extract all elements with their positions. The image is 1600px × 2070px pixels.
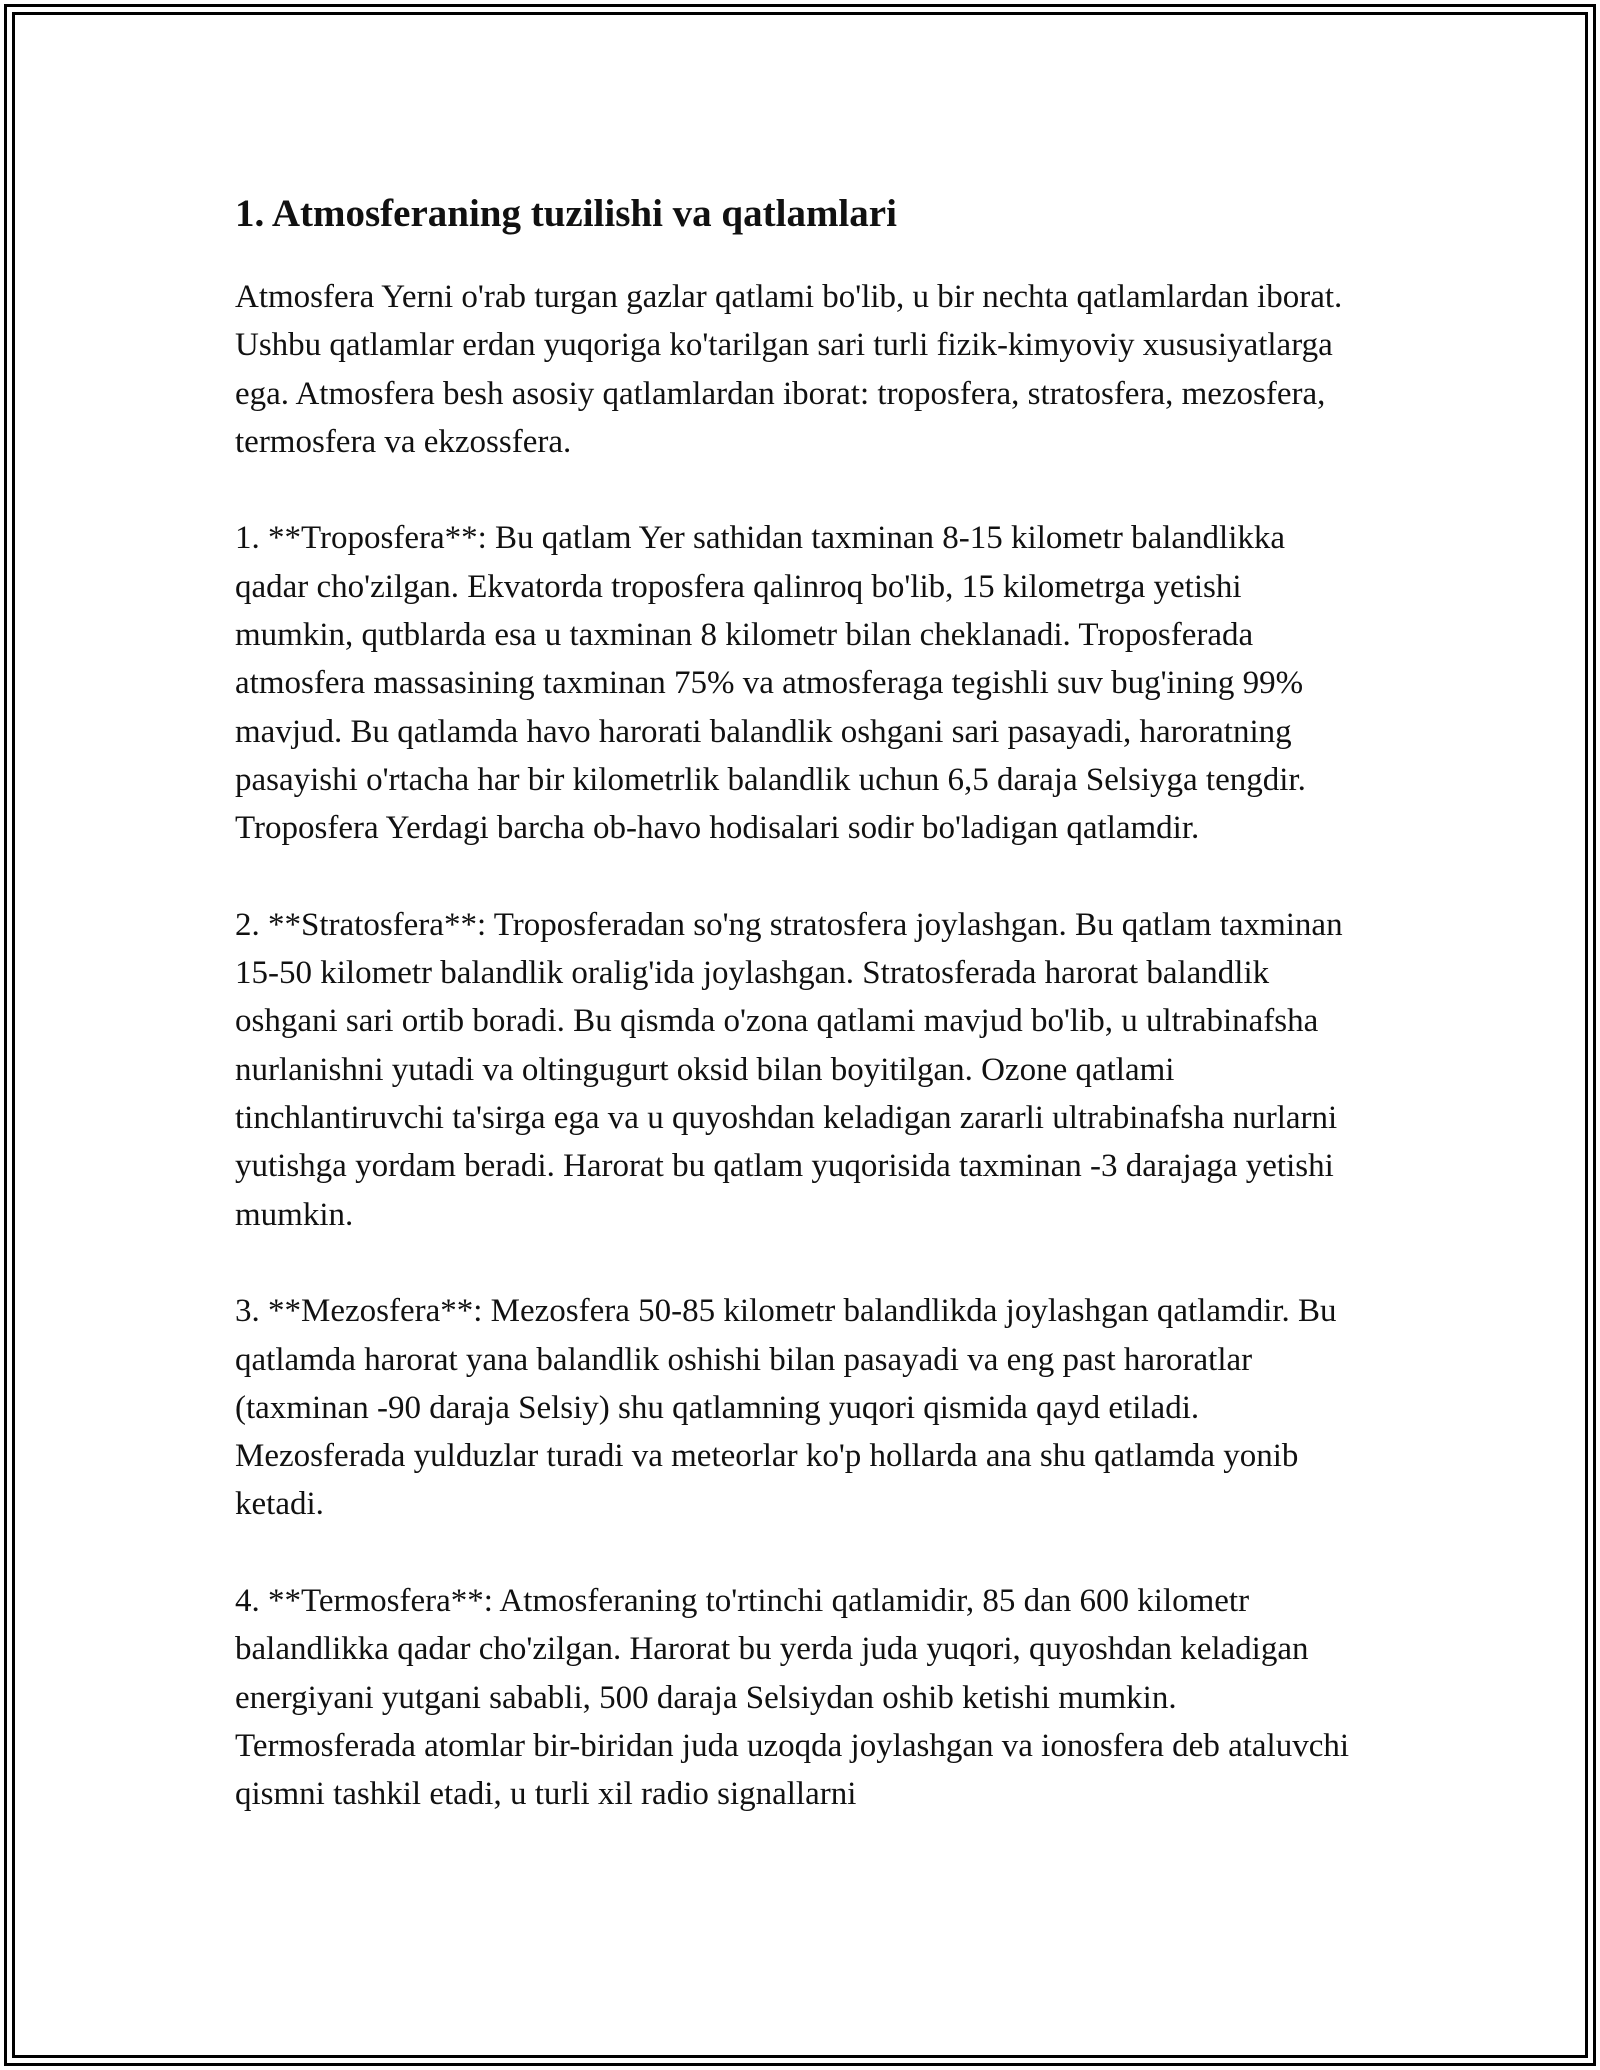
paragraph-stratosfera: 2. **Stratosfera**: Troposferadan so'ng stratosfera joylashgan. Bu qatlam taxminan 15-50 kilometr balandlik oralig'ida joylashgan. Stratosferada harorat balandlik oshgani sari ortib boradi. Bu qismda o'zona qatlami mavjud bo'lib, u ultrabinafsha nurlanishni yutadi va oltingugurt oksid bilan boyitilgan. Ozone qatlami tinchlantiruvchi ta'sirga ega va u quyoshdan keladigan zararli ultrabinafsha nurlarni yutishga yordam beradi. Harorat bu qatlam yuqorisida taxminan -3 darajaga yetishi mumkin. bbox=[235, 906, 1343, 1233]
document-body bbox=[235, 273, 1365, 1819]
paragraph-mezosfera: 3. **Mezosfera**: Mezosfera 50-85 kilometr balandlikda joylashgan qatlamdir. Bu qatlamda harorat yana balandlik oshishi bilan pasayadi va eng past haroratlar (taxminan -90 daraja Selsiy) shu qatlamning yuqori qismida qayd etiladi. Mezosferada yulduzlar turadi va meteorlar ko'p hollarda ana shu qatlamda yonib ketadi. bbox=[235, 1293, 1337, 1523]
paragraph-troposfera: 1. **Troposfera**: Bu qatlam Yer sathidan taxminan 8-15 kilometr balandlikka qadar cho'zilgan. Ekvatorda troposfera qalinroq bo'lib, 15 kilometrga yetishi mumkin, qutblarda esa u taxminan 8 kilometr bilan cheklanadi. Troposferada atmosfera massasining taxminan 75% va atmosferaga tegishli suv bug'ining 99% mavjud. Bu qatlamda havo harorati balandlik oshgani sari pasayadi, haroratning pasayishi o'rtacha har bir kilometrlik balandlik uchun 6,5 daraja Selsiyga tengdir. Troposfera Yerdagi barcha ob-havo hodisalari sodir bo'ladigan qatlamdir. bbox=[235, 520, 1306, 847]
section-heading: 1. Atmosferaning tuzilishi va qatlamlari bbox=[235, 192, 897, 235]
document-page bbox=[235, 183, 1365, 1867]
paragraph-intro: Atmosfera Yerni o'rab turgan gazlar qatlami bo'lib, u bir nechta qatlamlardan iborat. Ushbu qatlamlar erdan yuqoriga ko'tarilgan sari turli fizik-kimyoviy xususiyatlarga ega. Atmosfera besh asosiy qatlamlardan iborat: troposfera, stratosfera, mezosfera, termosfera va ekzossfera. bbox=[235, 279, 1343, 460]
paragraph-termosfera: 4. **Termosfera**: Atmosferaning to'rtinchi qatlamidir, 85 dan 600 kilometr balandlikka qadar cho'zilgan. Harorat bu yerda juda yuqori, quyoshdan keladigan energiyani yutgani sababli, 500 daraja Selsiydan oshib ketishi mumkin. Termosferada atomlar bir-biridan juda uzoqda joylashgan va ionosfera deb ataluvchi qismni tashkil etadi, u turli xil radio signallarni bbox=[235, 1583, 1350, 1813]
